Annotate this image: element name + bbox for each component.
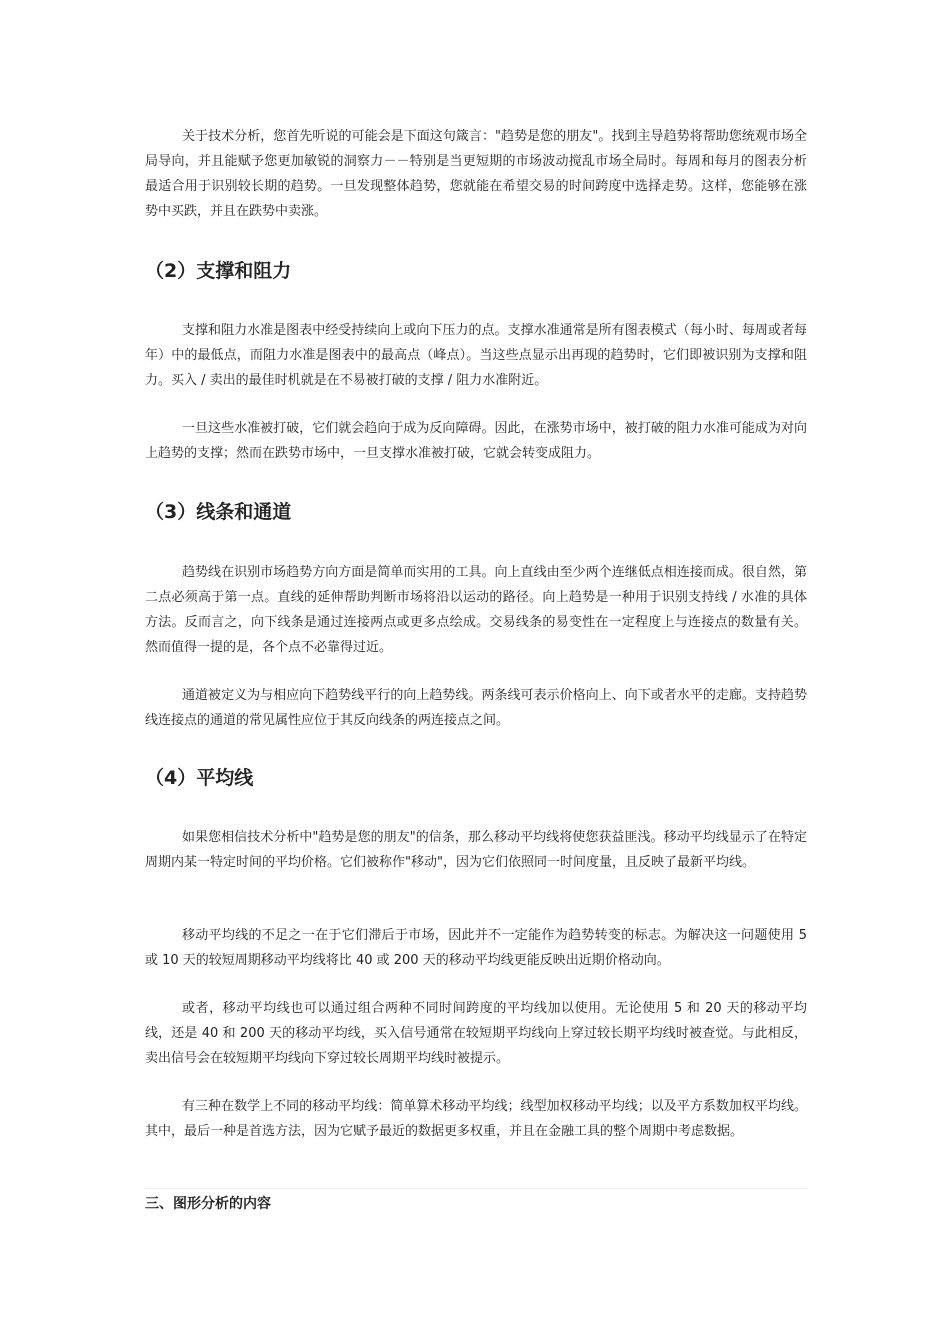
lines-channels-paragraph-2: 通道被定义为与相应向下趋势线平行的向上趋势线。两条线可表示价格向上、向下或者水平的走廊。支持趋势线连接点的通道的常见属性应位于其反向线条的两连接点之间。	[145, 688, 807, 728]
section-heading-support-resistance: （2）支撑和阻力	[145, 260, 292, 282]
section-divider	[145, 1188, 807, 1189]
moving-average-paragraph-4: 有三种在数学上不同的移动平均线：简单算术移动平均线；线型加权移动平均线；以及平方系数加权平均线。其中，最后一种是首选方法，因为它赋予最近的数据更多权重，并且在金融工具的整个周期中考虑数据。	[145, 1099, 807, 1139]
section-heading-moving-average: （4）平均线	[145, 767, 254, 789]
moving-average-paragraph-2: 移动平均线的不足之一在于它们滞后于市场，因此并不一定能作为趋势转变的标志。为解决这一问题使用 5 或 10 天的较短周期移动平均线将比 40 或 200 天的移动平均线更能反映出近期价格动向。	[145, 928, 807, 968]
support-resistance-paragraph-2: 一旦这些水准被打破，它们就会趋向于成为反向障碍。因此，在涨势市场中，被打破的阻力水准可能成为对向上趋势的支撑；然而在跌势市场中，一旦支撑水准被打破，它就会转变成阻力。	[145, 421, 807, 461]
section-heading-lines-channels: （3）线条和通道	[145, 501, 292, 523]
support-resistance-paragraph-1: 支撑和阻力水准是图表中经受持续向上或向下压力的点。支撑水准通常是所有图表模式（每小时、每周或者每年）中的最低点，而阻力水准是图表中的最高点（峰点）。当这些点显示出再现的趋势时，它们即被识别为支撑和阻力。买入 / 卖出的最佳时机就是在不易被打破的支撑 / 阻力水准附近。	[145, 323, 807, 388]
moving-average-paragraph-1: 如果您相信技术分析中"趋势是您的朋友"的信条，那么移动平均线将使您获益匪浅。移动平均线显示了在特定周期内某一特定时间的平均价格。它们被称作"移动"，因为它们依照同一时间度量，且反映了最新平均线。	[145, 830, 807, 870]
section-heading-chart-analysis: 三、图形分析的内容	[145, 1196, 271, 1212]
intro-paragraph: 关于技术分析，您首先听说的可能会是下面这句箴言："趋势是您的朋友"。找到主导趋势将帮助您统观市场全局导向，并且能赋予您更加敏锐的洞察力－－特别是当更短期的市场波动搅乱市场全局时。每周和每月的图表分析最适合用于识别较长期的趋势。一旦发现整体趋势，您就能在希望交易的时间跨度中选择走势。这样，您能够在涨势中买跌，并且在跌势中卖涨。	[145, 129, 807, 219]
lines-channels-paragraph-1: 趋势线在识别市场趋势方向方面是简单而实用的工具。向上直线由至少两个连继低点相连接而成。很自然，第二点必须高于第一点。直线的延伸帮助判断市场将沿以运动的路径。向上趋势是一种用于识别支持线 / 水准的具体方法。反而言之，向下线条是通过连接两点或更多点绘成。交易线条的易变性在一定程度上与连接点的数量有关。然而值得一提的是，各个点不必靠得过近。	[145, 565, 807, 655]
moving-average-paragraph-3: 或者，移动平均线也可以通过组合两种不同时间跨度的平均线加以使用。无论使用 5 和 20 天的移动平均线，还是 40 和 200 天的移动平均线，买入信号通常在较短期平均线向上穿过较长期平均线时被查觉。与此相反，卖出信号会在较短期平均线向下穿过较长周期平均线时被提示。	[145, 1001, 807, 1066]
